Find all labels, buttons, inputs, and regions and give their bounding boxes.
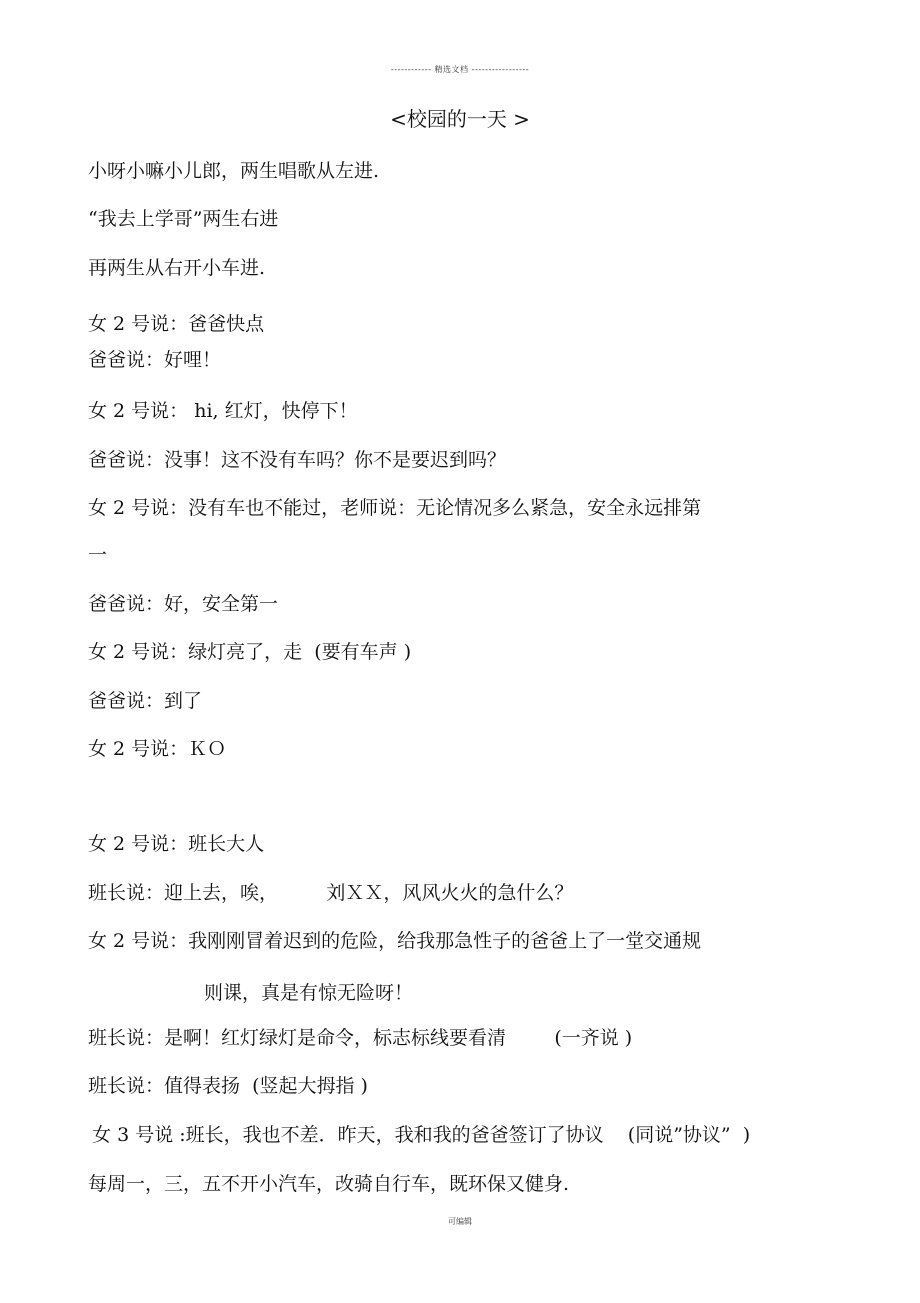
script-line: 女 2 号说：班长大人 xyxy=(88,833,265,855)
script-line: 女 3 号说 :班长，我也不差．昨天，我和我的爸爸签订了协议 (同说”协议” ) xyxy=(86,1124,751,1146)
script-line: 女 2 号说：我刚刚冒着迟到的危险，给我那急性子的爸爸上了一堂交通规 xyxy=(88,930,702,952)
document-title: <校园的一天 > xyxy=(390,107,530,131)
page-header: ------------ 精选文档 ----------------- xyxy=(390,65,530,74)
script-line: 女 2 号说：爸爸快点 xyxy=(88,313,265,335)
script-line: 小呀小嘛小儿郎，两生唱歌从左进. xyxy=(88,160,380,182)
script-line: 爸爸说：好哩！ xyxy=(88,349,222,371)
script-line: 女 2 号说：绿灯亮了，走 (要有车声 ) xyxy=(88,641,412,663)
script-line: 再两生从右开小车进. xyxy=(88,257,266,279)
script-line: 每周一，三，五不开小汽车，改骑自行车，既环保又健身. xyxy=(88,1173,570,1195)
script-line: 班长说：值得表扬 (竖起大拇指 ) xyxy=(88,1075,368,1097)
script-line: 爸爸说：没事！这不没有车吗？你不是要迟到吗？ xyxy=(88,449,507,471)
script-line: 班长说：是啊！红灯绿灯是命令，标志标线要看清 (一齐说 ) xyxy=(88,1027,633,1049)
script-line: 女 2 号说：没有车也不能过，老师说：无论情况多么紧急，安全永远排第 xyxy=(88,497,702,519)
script-line: 爸爸说：好，安全第一 xyxy=(88,593,279,615)
page-footer: 可编辑 xyxy=(448,1217,472,1226)
script-line: “我去上学哥”两生右进 xyxy=(88,208,279,230)
script-line: 女 2 号说： hi, 红灯，快停下！ xyxy=(88,400,358,422)
script-line: 一 xyxy=(88,544,108,566)
script-line: 班长说：迎上去，唉， 刘ＸＸ，风风火火的急什么？ xyxy=(88,882,574,904)
script-line: 则课，真是有惊无险呀！ xyxy=(204,982,414,1004)
script-line: 爸爸说：到了 xyxy=(88,690,203,712)
script-line: 女 2 号说：ＫＯ xyxy=(88,738,227,760)
